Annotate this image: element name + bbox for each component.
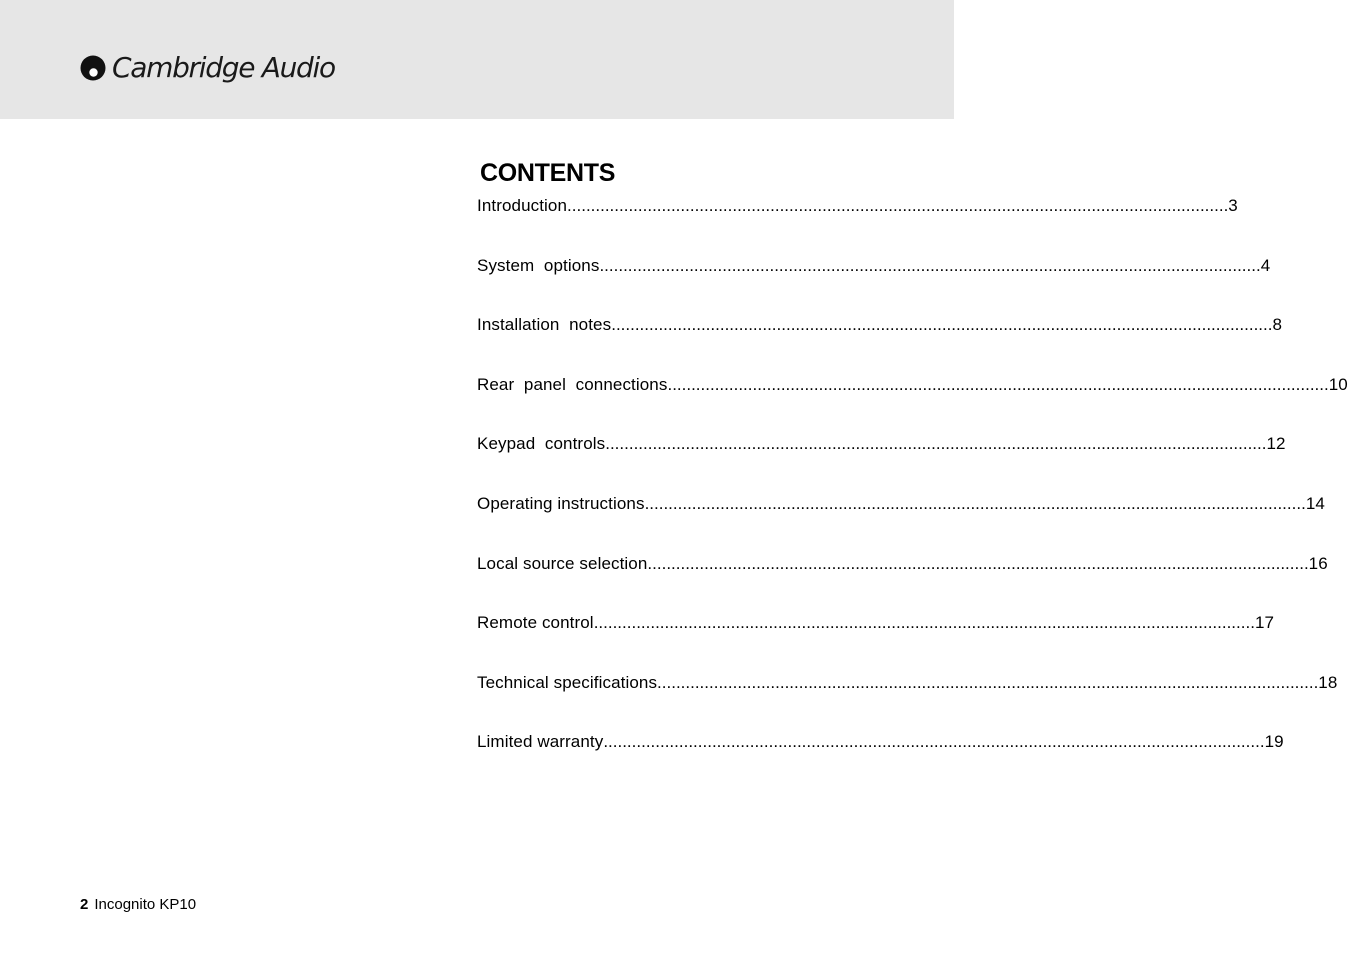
cambridge-audio-logo-mark-icon — [80, 55, 106, 81]
toc-entry-operating-instructions[interactable] — [477, 492, 1325, 552]
table-of-contents — [477, 194, 1348, 790]
toc-entry-page: 14 — [1305, 493, 1325, 513]
page-number: 2 — [80, 896, 89, 913]
brand-logo — [80, 50, 335, 86]
toc-dot-leader: ............................................................................................................................................ — [667, 374, 1329, 394]
toc-entry-page: 19 — [1264, 732, 1284, 752]
contents-title: CONTENTS — [480, 159, 616, 187]
toc-dot-leader: ............................................................................................................................................ — [605, 434, 1267, 454]
toc-entry-keypad-controls[interactable] — [477, 432, 1286, 492]
product-name: Incognito KP10 — [94, 896, 197, 913]
brand-wordmark: Cambridge Audio — [112, 51, 335, 84]
toc-dot-leader: ............................................................................................................................................ — [644, 493, 1306, 513]
toc-entry-label: Rear panel connections — [477, 374, 668, 394]
toc-entry-limited-warranty[interactable] — [477, 730, 1284, 790]
toc-entry-page: 4 — [1260, 255, 1271, 275]
toc-entry-label: Installation notes — [477, 315, 612, 335]
toc-dot-leader: ............................................................................................................................................ — [567, 196, 1229, 215]
toc-entry-introduction[interactable] — [477, 194, 1238, 254]
toc-dot-leader: ............................................................................................................................................ — [599, 255, 1261, 275]
toc-dot-leader: ............................................................................................................................................ — [647, 553, 1309, 573]
toc-dot-leader: ............................................................................................................................................ — [593, 613, 1255, 633]
toc-entry-page: 10 — [1328, 374, 1348, 394]
toc-entry-page: 18 — [1318, 672, 1338, 692]
toc-entry-rear-panel-connections[interactable] — [477, 373, 1348, 433]
toc-entry-label: Limited warranty — [477, 732, 604, 752]
toc-entry-remote-control[interactable] — [477, 611, 1275, 671]
toc-entry-local-source-selection[interactable] — [477, 552, 1328, 612]
page-footer — [80, 895, 196, 915]
toc-dot-leader: ............................................................................................................................................ — [657, 672, 1319, 692]
toc-entry-page: 16 — [1308, 553, 1328, 573]
toc-entry-page: 3 — [1228, 196, 1238, 215]
toc-entry-label: Technical specifications — [477, 672, 658, 692]
toc-dot-leader: ............................................................................................................................................ — [611, 315, 1273, 335]
toc-entry-label: Keypad controls — [477, 434, 606, 454]
toc-entry-page: 8 — [1272, 315, 1283, 335]
toc-entry-page: 12 — [1266, 434, 1286, 454]
toc-entry-page: 17 — [1254, 613, 1275, 633]
toc-entry-installation-notes[interactable] — [477, 313, 1283, 373]
toc-entry-label: System options — [477, 255, 600, 275]
toc-entry-system-options[interactable] — [477, 254, 1271, 314]
toc-entry-label: Introduction — [477, 196, 568, 215]
toc-entry-label: Operating instructions — [477, 493, 645, 513]
toc-dot-leader: ............................................................................................................................................ — [603, 732, 1265, 752]
toc-entry-technical-specifications[interactable] — [477, 671, 1338, 731]
toc-entry-label: Local source selection — [477, 553, 648, 573]
toc-entry-label: Remote control — [477, 613, 594, 633]
